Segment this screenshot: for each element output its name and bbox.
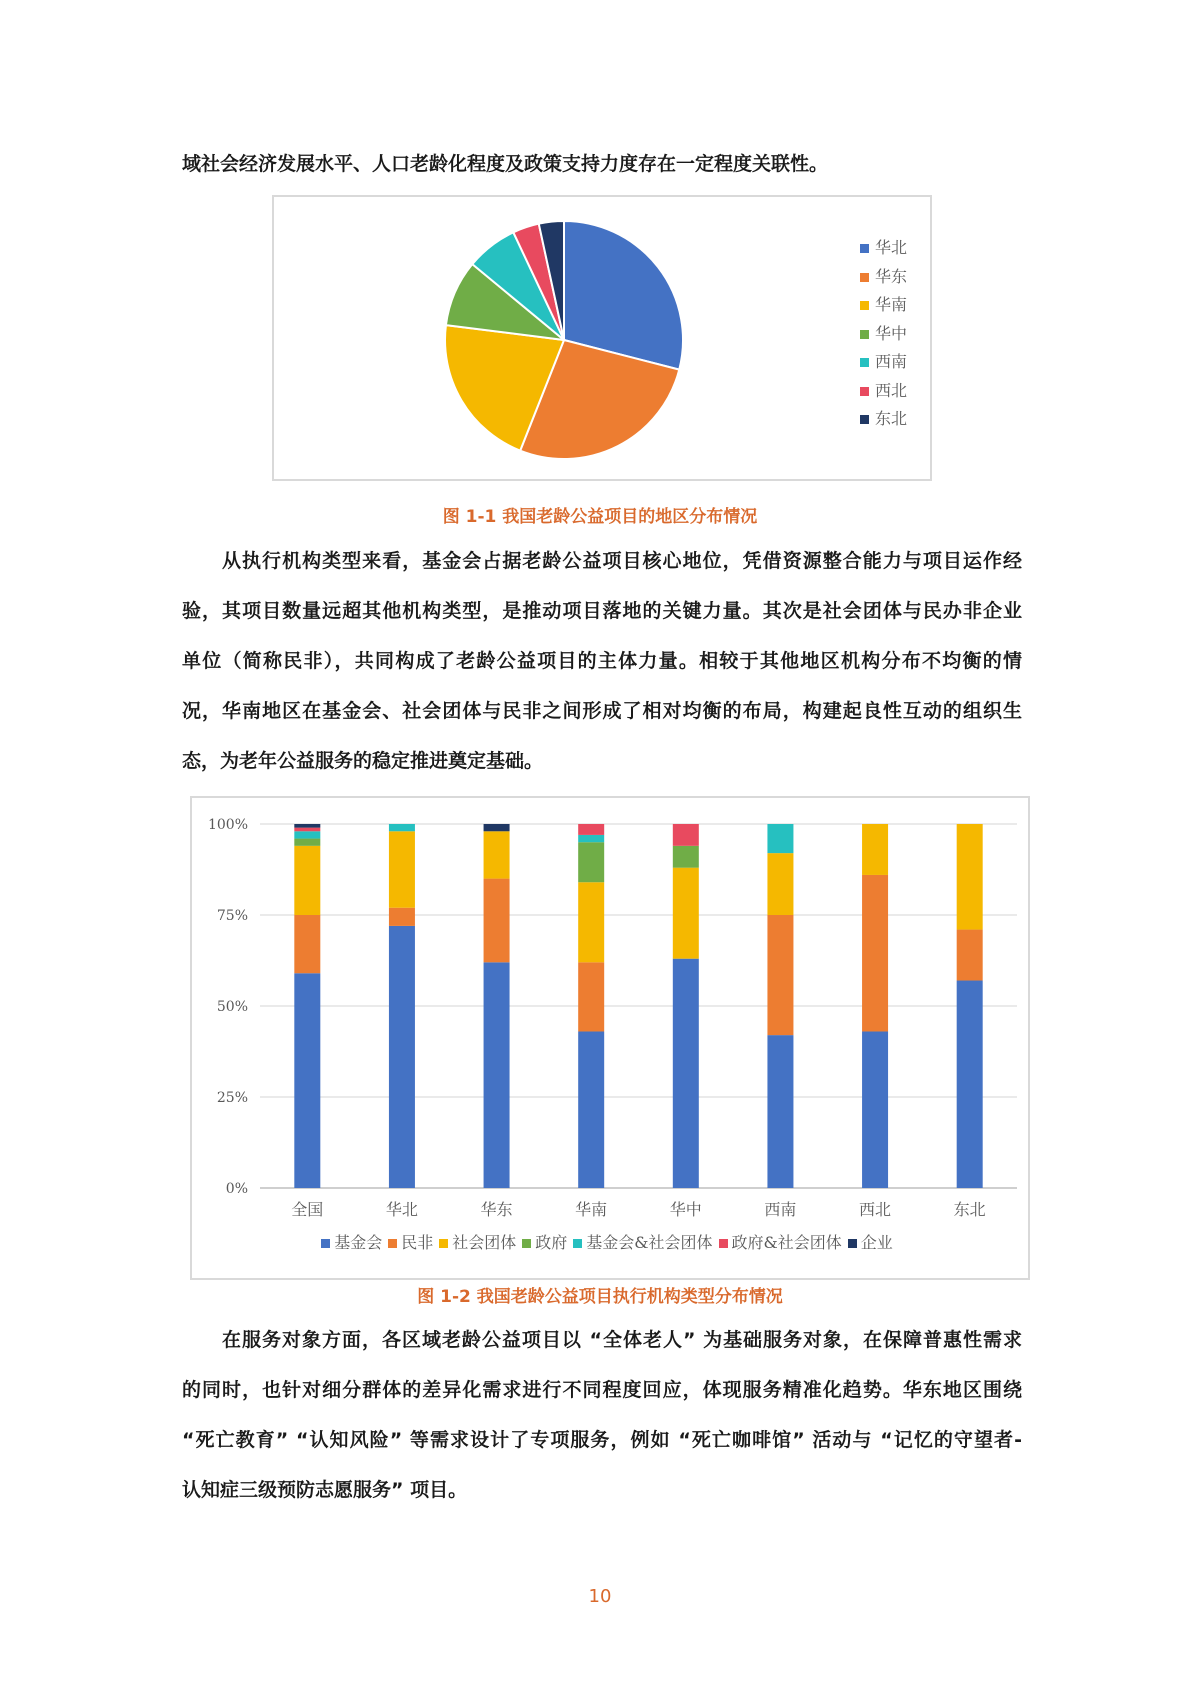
pie-legend-item <box>860 264 907 287</box>
bar-华南-社会团体 <box>578 882 604 962</box>
bar-全国-民非 <box>294 915 320 973</box>
bar-西南-基金会 <box>767 1035 793 1188</box>
bar-华南-政府 <box>578 842 604 882</box>
y-tick-label: 0% <box>225 1181 248 1197</box>
bar-全国-基金会 <box>294 973 320 1188</box>
bar-东北-民非 <box>957 930 983 981</box>
pie-legend-item <box>860 321 907 344</box>
legend-label: 政府 <box>535 1233 568 1252</box>
legend-swatch <box>860 273 869 282</box>
bar-gridlines <box>260 824 1017 1188</box>
legend-swatch <box>860 301 869 310</box>
x-tick-label: 西北 <box>859 1200 892 1219</box>
legend-label: 东北 <box>875 409 908 428</box>
figure2-caption: 图 1-2 我国老龄公益项目执行机构类型分布情况 <box>417 1287 783 1307</box>
pie-slices <box>445 221 683 459</box>
bar-华东-社会团体 <box>484 831 510 878</box>
bar-华南-政府&社会团体 <box>578 824 604 835</box>
legend-swatch <box>719 1239 728 1248</box>
paragraph-line: 的同时，也针对细分群体的差异化需求进行不同程度回应，体现服务精准化趋势。华东地区围绕 <box>182 1379 1022 1401</box>
pie-chart-frame <box>272 195 932 481</box>
legend-swatch <box>573 1239 582 1248</box>
pie-chart <box>274 197 930 479</box>
x-tick-label: 华中 <box>669 1200 702 1219</box>
pie-legend-item <box>860 349 907 372</box>
bar-西北-民非 <box>862 875 888 1032</box>
bar-华北-基金会 <box>389 926 415 1188</box>
x-tick-label: 全国 <box>291 1200 324 1219</box>
legend-swatch <box>522 1239 531 1248</box>
legend-swatch <box>321 1239 330 1248</box>
bar-legend-item <box>573 1233 712 1252</box>
bar-西南-基金会&社会团体 <box>767 824 793 853</box>
legend-label: 华中 <box>875 323 908 343</box>
figure1-caption: 图 1-1 我国老龄公益项目的地区分布情况 <box>442 507 758 527</box>
bar-全国-政府 <box>294 839 320 846</box>
bar-华北-基金会&社会团体 <box>389 824 415 831</box>
legend-swatch <box>860 387 869 396</box>
bar-华中-政府 <box>673 846 699 868</box>
legend-swatch <box>860 415 869 424</box>
bar-西北-基金会 <box>862 1031 888 1188</box>
paragraph-line: 在服务对象方面，各区域老龄公益项目以 “全体老人” 为基础服务对象，在保障普惠性需求 <box>222 1329 1022 1351</box>
legend-swatch <box>388 1239 397 1248</box>
y-tick-label: 75% <box>216 908 248 924</box>
x-tick-label: 华东 <box>480 1200 513 1219</box>
legend-label: 华东 <box>875 266 908 286</box>
legend-label: 政府&社会团体 <box>731 1233 842 1252</box>
bar-chart-frame <box>190 796 1030 1280</box>
bar-华东-企业 <box>484 824 510 831</box>
bar-华中-政府&社会团体 <box>673 824 699 846</box>
legend-swatch <box>860 330 869 339</box>
x-tick-label: 华北 <box>385 1200 418 1219</box>
page-number: 10 <box>588 1586 612 1607</box>
paragraph-line: “死亡教育” “认知风险” 等需求设计了专项服务，例如 “死亡咖啡馆” 活动与 “记忆的守望者- <box>182 1429 1022 1451</box>
legend-label: 社会团体 <box>452 1233 517 1252</box>
x-tick-label: 西南 <box>764 1200 797 1219</box>
bar-华北-民非 <box>389 908 415 926</box>
bar-西南-社会团体 <box>767 853 793 915</box>
bar-全国-企业 <box>294 824 320 828</box>
bar-华东-基金会 <box>484 962 510 1188</box>
legend-label: 西北 <box>875 380 908 400</box>
legend-label: 企业 <box>860 1233 893 1252</box>
bar-华北-社会团体 <box>389 831 415 907</box>
y-tick-label: 100% <box>207 817 248 833</box>
legend-label: 民非 <box>401 1233 434 1252</box>
legend-label: 华南 <box>875 295 908 314</box>
x-tick-label: 东北 <box>953 1200 986 1219</box>
bar-legend-item <box>321 1233 382 1252</box>
legend-swatch <box>860 244 869 253</box>
legend-label: 基金会 <box>334 1233 383 1252</box>
bar-legend-item <box>848 1233 893 1252</box>
paragraph-line: 认知症三级预防志愿服务” 项目。 <box>182 1479 468 1501</box>
bar-全国-政府&社会团体 <box>294 828 320 832</box>
bar-华南-基金会 <box>578 1031 604 1188</box>
x-tick-label: 华南 <box>575 1200 608 1219</box>
bar-西北-社会团体 <box>862 824 888 875</box>
pie-legend-item <box>860 235 907 258</box>
legend-swatch <box>439 1239 448 1248</box>
bar-华中-社会团体 <box>673 868 699 959</box>
intro-text: 域社会经济发展水平、人口老龄化程度及政策支持力度存在一定程度关联性。 <box>182 153 829 175</box>
legend-swatch <box>860 358 869 367</box>
paragraph-line: 况，华南地区在基金会、社会团体与民非之间形成了相对均衡的布局，构建起良性互动的组织生 <box>182 700 1022 722</box>
paragraph-line: 从执行机构类型来看，基金会占据老龄公益项目核心地位，凭借资源整合能力与项目运作经 <box>222 550 1022 572</box>
bar-西南-民非 <box>767 915 793 1035</box>
bar-华东-民非 <box>484 879 510 963</box>
paragraph-2 <box>182 1315 1022 1515</box>
y-tick-label: 50% <box>216 999 248 1015</box>
bar-东北-社会团体 <box>957 824 983 930</box>
bar-legend-item <box>439 1233 516 1252</box>
bar-chart <box>192 798 1028 1278</box>
bar-华中-基金会 <box>673 959 699 1188</box>
pie-legend-item <box>860 292 907 315</box>
paragraph-line: 单位（简称民非），共同构成了老龄公益项目的主体力量。相较于其他地区机构分布不均衡的情 <box>182 650 1022 672</box>
pie-legend-item <box>860 378 907 401</box>
x-axis-ticks <box>291 1200 985 1219</box>
bar-全国-基金会&社会团体 <box>294 831 320 838</box>
bar-legend-item <box>719 1233 842 1252</box>
bar-东北-基金会 <box>957 981 983 1188</box>
legend-label: 基金会&社会团体 <box>586 1233 713 1252</box>
pie-legend-item <box>860 406 907 429</box>
legend-swatch <box>848 1239 857 1248</box>
legend-label: 华北 <box>875 238 908 257</box>
bar-legend-item <box>522 1233 567 1252</box>
paragraph-1 <box>182 536 1022 786</box>
y-tick-label: 25% <box>216 1090 248 1106</box>
bar-legend <box>192 1230 1028 1253</box>
y-axis-ticks <box>208 817 248 1197</box>
bar-legend-item <box>388 1233 433 1252</box>
paragraph-line: 验，其项目数量远超其他机构类型，是推动项目落地的关键力量。其次是社会团体与民办非企业 <box>182 600 1022 622</box>
legend-label: 西南 <box>875 352 908 371</box>
paragraph-line: 态，为老年公益服务的稳定推进奠定基础。 <box>182 750 544 772</box>
bar-全国-社会团体 <box>294 846 320 915</box>
bar-华南-基金会&社会团体 <box>578 835 604 842</box>
bar-华南-民非 <box>578 962 604 1031</box>
